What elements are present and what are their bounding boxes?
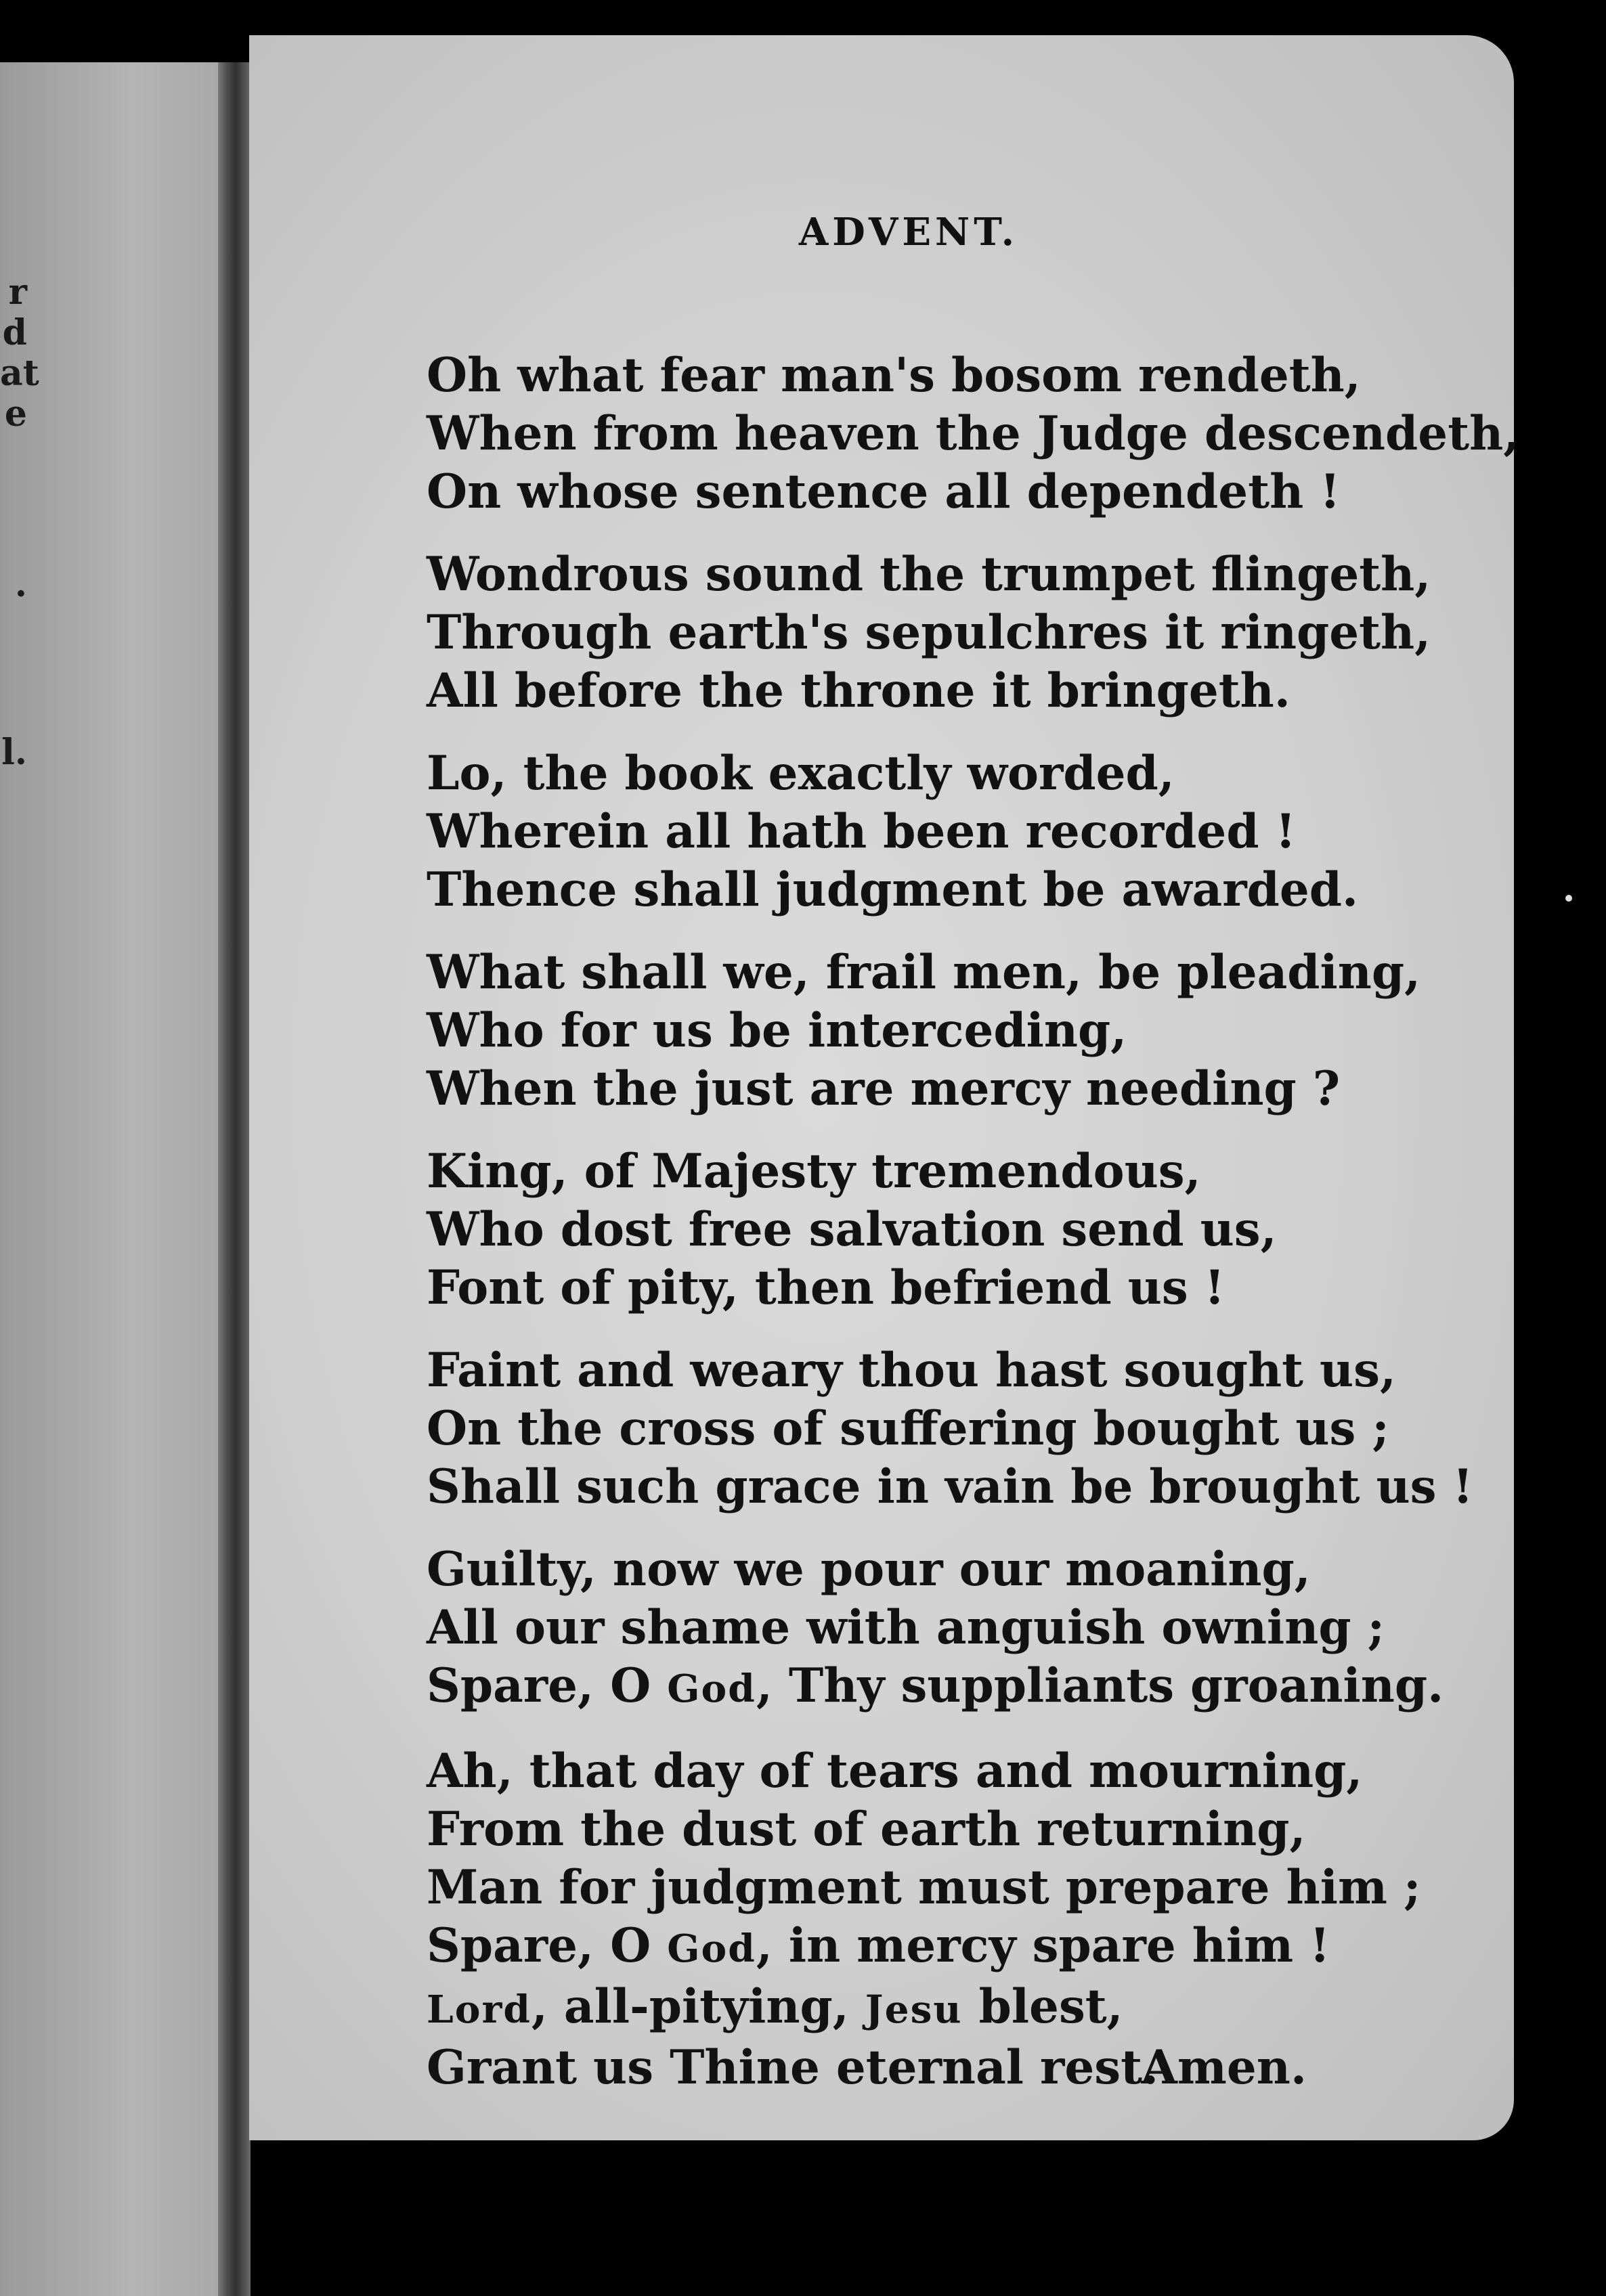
- verse-line: On whose sentence all dependeth !: [427, 464, 1341, 519]
- final-stanza: [427, 1742, 1483, 2097]
- small-caps-god: God: [667, 1926, 756, 1971]
- hymn-page: [249, 35, 1520, 2140]
- small-caps-lord: Lord: [427, 1987, 531, 2032]
- facing-page-char: l.: [1, 732, 27, 773]
- stanza: [427, 745, 1483, 919]
- facing-page-char: d: [2, 312, 27, 353]
- verse-line: Oh what fear man's bosom rendeth,: [427, 348, 1361, 403]
- verse-line: Ah, that day of tears and mourning,: [427, 1744, 1363, 1798]
- verse-line: [427, 1657, 1483, 1718]
- verse-line: King, of Majesty tremendous,: [427, 1144, 1201, 1199]
- facing-page-text-fragment: [0, 565, 27, 605]
- verse-line: All before the throne it bringeth.: [427, 663, 1290, 718]
- verse-line: Thence shall judgment be awarded.: [427, 862, 1359, 917]
- stanza: [427, 1342, 1483, 1516]
- verse-line: Wherein all hath been recorded !: [427, 804, 1296, 859]
- facing-page-char: r: [8, 271, 27, 313]
- verse-line: What shall we, frail men, be pleading,: [427, 945, 1421, 1000]
- verse-line: All our shame with anguish owning ;: [427, 1600, 1385, 1655]
- small-caps-god: God: [667, 1666, 756, 1711]
- facing-page-text-fragments: [0, 271, 39, 435]
- facing-page-fragment: [0, 62, 223, 2296]
- amen: Amen.: [1141, 2040, 1307, 2095]
- verse-line: Who for us be interceding,: [427, 1003, 1127, 1058]
- verse-line: Faint and weary thou hast sought us,: [427, 1343, 1397, 1398]
- facing-page-char: e: [4, 393, 27, 435]
- page-title: ADVENT.: [798, 210, 1019, 255]
- stanza: [427, 347, 1520, 521]
- verse-line: Through earth's sepulchres it ringeth,: [427, 605, 1431, 660]
- verse-line: Who dost free salvation send us,: [427, 1202, 1277, 1257]
- verse-line: From the dust of earth returning,: [427, 1802, 1306, 1857]
- verse-line: [427, 1917, 1483, 1978]
- stanza: [427, 546, 1483, 720]
- stanza: [427, 1541, 1483, 1718]
- verse-line-closing: [427, 2039, 1483, 2097]
- verse-text: , Thy suppliants groaning.: [756, 1658, 1444, 1713]
- verse-text: Grant us Thine eternal rest.: [427, 2040, 1159, 2095]
- facing-page-char: .: [14, 564, 27, 605]
- stanza: [427, 1143, 1483, 1317]
- stanza: [427, 944, 1483, 1118]
- verse-text: Spare, O: [427, 1658, 668, 1713]
- verse-text: , all-pitying,: [531, 1979, 865, 2034]
- verse-line: Lo, the book exactly worded,: [427, 746, 1175, 801]
- verse-line: Shall such grace in vain be brought us !: [427, 1459, 1473, 1514]
- verse-text: blest,: [962, 1979, 1123, 2034]
- book-gutter: [218, 62, 251, 2296]
- verse-line: Font of pity, then befriend us !: [427, 1260, 1225, 1315]
- verse-line: Guilty, now we pour our moaning,: [427, 1542, 1311, 1597]
- facing-page-char: at: [0, 353, 39, 394]
- verse-line: On the cross of suffering bought us ;: [427, 1401, 1389, 1456]
- facing-page-text-fragment: [0, 732, 27, 773]
- paper-speck: [1565, 895, 1572, 902]
- verse-line: When the just are mercy needing ?: [427, 1061, 1341, 1116]
- hymn-text: [427, 347, 1520, 2121]
- verse-line: When from heaven the Judge descendeth,: [427, 406, 1520, 461]
- verse-line: Wondrous sound the trumpet flingeth,: [427, 547, 1431, 602]
- verse-text: Spare, O: [427, 1918, 668, 1973]
- small-caps-jesu: Jesu: [865, 1987, 963, 2032]
- verse-line: Man for judgment must prepare him ;: [427, 1860, 1421, 1915]
- verse-line: [427, 1978, 1483, 2039]
- verse-text: , in mercy spare him !: [756, 1918, 1330, 1973]
